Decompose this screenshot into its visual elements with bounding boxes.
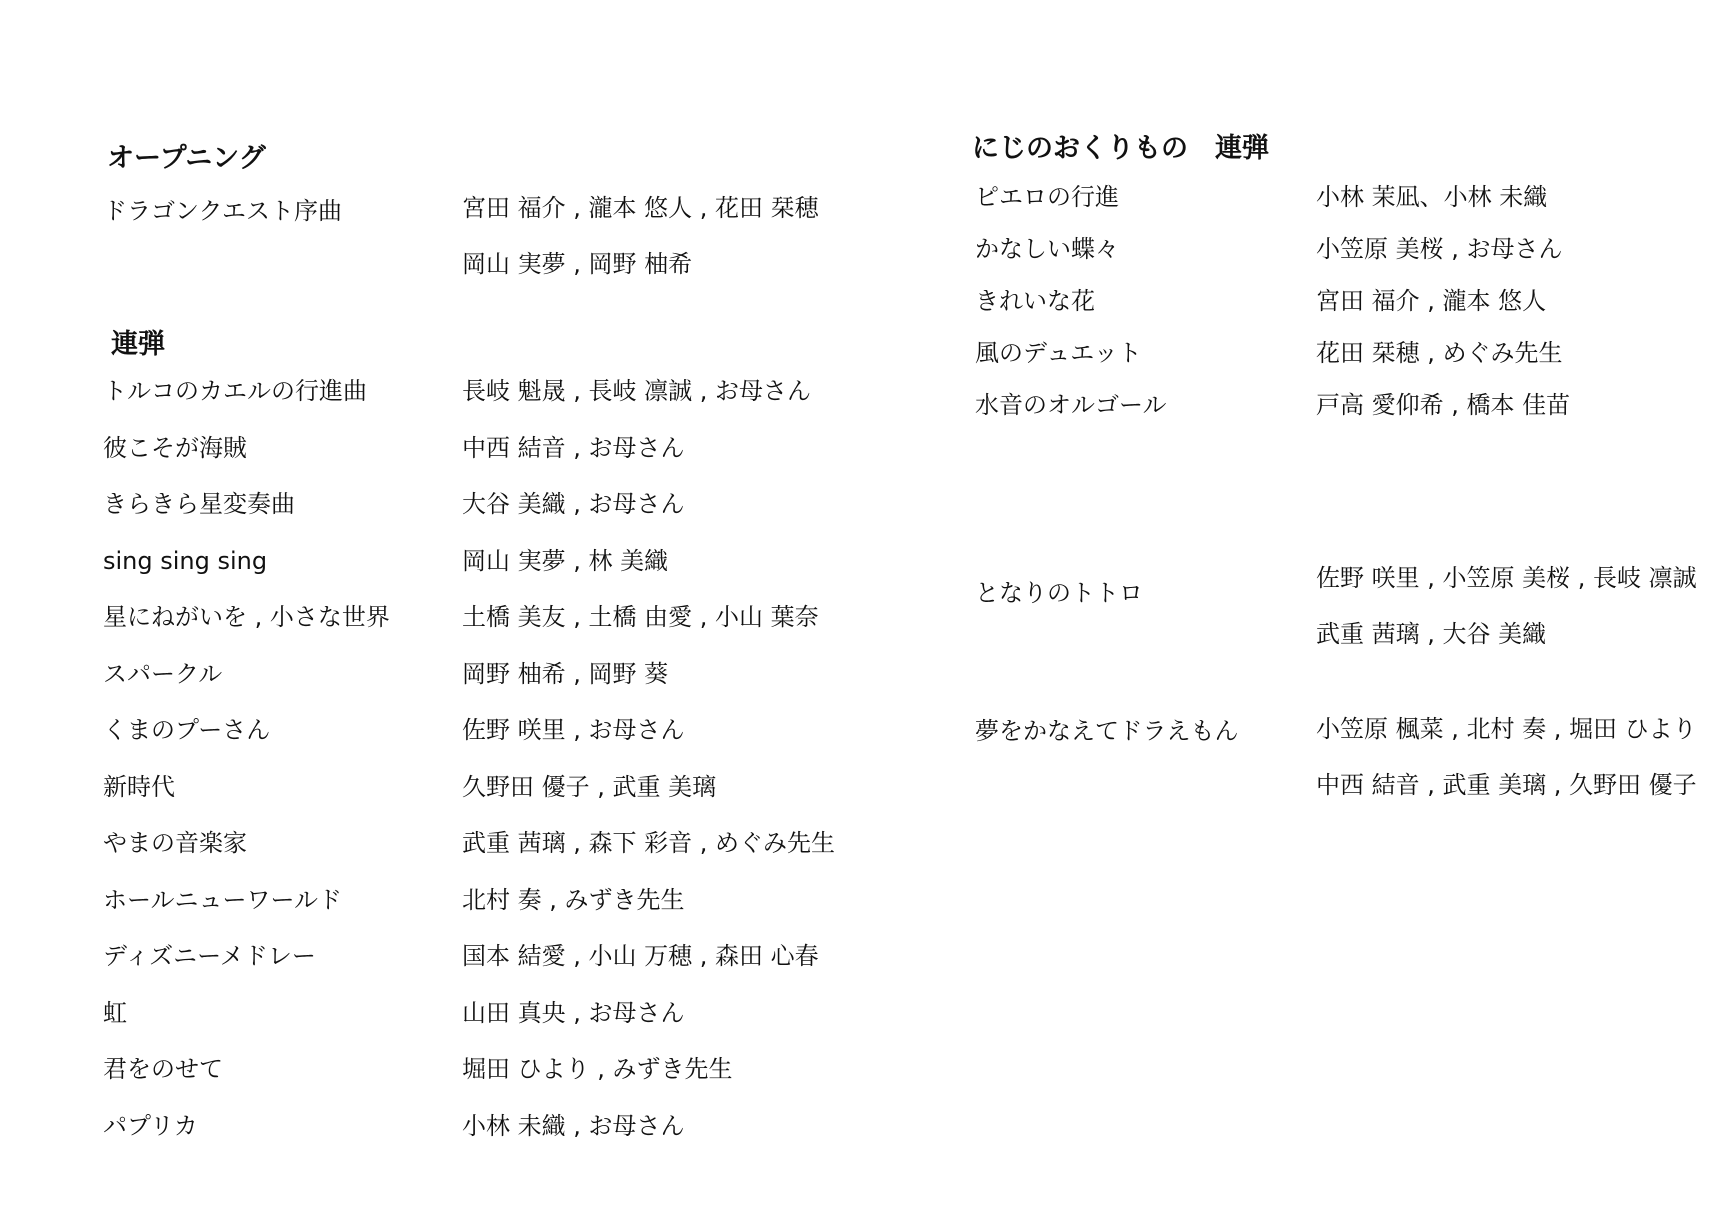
performer-line: 小林 未織 , お母さん xyxy=(462,1111,685,1140)
piece-title: きれいな花 xyxy=(975,287,1095,315)
performer-line: 花田 栞穂 , めぐみ先生 xyxy=(1316,339,1563,367)
piece-title: くまのプーさん xyxy=(103,716,271,744)
piece-title: 水音のオルゴール xyxy=(975,391,1167,419)
piece-title: パプリカ xyxy=(103,1111,198,1140)
performer-line: 小林 茉凪、小林 未織 xyxy=(1316,183,1548,211)
performers xyxy=(1316,234,1563,290)
performer-line: 岡野 柚希 , 岡野 葵 xyxy=(462,659,669,688)
performers xyxy=(462,546,668,602)
piece-title: 風のデュエット xyxy=(975,339,1142,367)
piece-title: ピエロの行進 xyxy=(975,183,1119,211)
piece-title: 虹 xyxy=(103,998,127,1027)
performer-line: 長岐 魁晟 , 長岐 凛誠 , お母さん xyxy=(462,377,812,405)
performers xyxy=(1316,390,1570,446)
section-heading-duet: 連弾 xyxy=(111,329,165,360)
performer-line: 土橋 美友 , 土橋 由愛 , 小山 葉奈 xyxy=(462,603,819,631)
performer-line: 大谷 美織 , お母さん xyxy=(462,490,685,518)
piece-title: 新時代 xyxy=(103,772,175,801)
performers xyxy=(462,885,685,941)
performer-line: 山田 真央 , お母さん xyxy=(462,998,685,1027)
piece-title: 星にねがいを , 小さな世界 xyxy=(103,603,390,631)
performer-line: 久野田 優子 , 武重 美璃 xyxy=(462,772,717,801)
performers xyxy=(462,433,685,489)
performers xyxy=(462,828,835,884)
performer-line: 小笠原 楓菜 , 北村 奏 , 堀田 ひより xyxy=(1316,715,1697,743)
performer-line: 佐野 咲里 , 小笠原 美桜 , 長岐 凛誠 xyxy=(1316,564,1697,592)
piece-title: 夢をかなえてドラえもん xyxy=(975,717,1239,745)
performers xyxy=(462,772,716,828)
performer-line: 宮田 福介 , 瀧本 悠人 xyxy=(1316,287,1547,315)
performers xyxy=(462,1111,685,1167)
piece-title: やまの音楽家 xyxy=(103,829,247,857)
piece-title: ディズニーメドレー xyxy=(103,942,316,970)
performer-line: 北村 奏 , みずき先生 xyxy=(462,885,685,914)
performers xyxy=(1316,286,1546,342)
performer-line: 小笠原 美桜 , お母さん xyxy=(1316,235,1563,263)
piece-title: となりのトトロ xyxy=(975,579,1143,607)
section-heading-opening: オープニング xyxy=(107,143,266,174)
piece-title: きらきら星変奏曲 xyxy=(103,490,295,518)
performer-line: 国本 結愛 , 小山 万穂 , 森田 心春 xyxy=(462,942,819,970)
piece-title: ホールニューワールド xyxy=(103,885,343,914)
performers xyxy=(462,193,819,305)
performers xyxy=(462,715,685,771)
performer-line: 武重 茜璃 , 大谷 美織 xyxy=(1316,620,1547,648)
performers xyxy=(462,602,819,658)
piece-title: トルコのカエルの行進曲 xyxy=(103,377,367,405)
piece-title: ドラゴンクエスト序曲 xyxy=(103,197,343,225)
performer-line: 堀田 ひより , みずき先生 xyxy=(462,1055,733,1083)
performers xyxy=(1316,714,1697,826)
performer-line: 岡山 実夢 , 岡野 柚希 xyxy=(462,250,693,278)
performer-line: 中西 結音 , 武重 美璃 , 久野田 優子 xyxy=(1316,771,1697,799)
performer-line: 武重 茜璃 , 森下 彩音 , めぐみ先生 xyxy=(462,829,836,857)
piece-title: スパークル xyxy=(103,659,223,688)
performers xyxy=(462,998,685,1054)
performer-line: 中西 結音 , お母さん xyxy=(462,433,685,462)
performer-line: 宮田 福介 , 瀧本 悠人 , 花田 栞穂 xyxy=(462,194,819,222)
performers xyxy=(462,941,819,997)
performers xyxy=(462,659,668,715)
piece-title: かなしい蝶々 xyxy=(975,235,1119,263)
piece-title: 彼こそが海賊 xyxy=(103,433,247,462)
performers xyxy=(1316,563,1697,675)
performers xyxy=(462,489,685,545)
performer-line: 戸高 愛仰希 , 橋本 佳苗 xyxy=(1316,391,1571,419)
performers xyxy=(1316,182,1547,238)
piece-title: sing sing sing xyxy=(103,546,268,575)
section-heading-nijinookurimono: にじのおくりもの 連弾 xyxy=(972,133,1269,164)
performers xyxy=(462,376,811,432)
performer-line: 佐野 咲里 , お母さん xyxy=(462,716,685,744)
performers xyxy=(462,1054,733,1110)
performers xyxy=(1316,338,1563,394)
performer-line: 岡山 実夢 , 林 美織 xyxy=(462,546,669,575)
piece-title: 君をのせて xyxy=(103,1055,223,1083)
